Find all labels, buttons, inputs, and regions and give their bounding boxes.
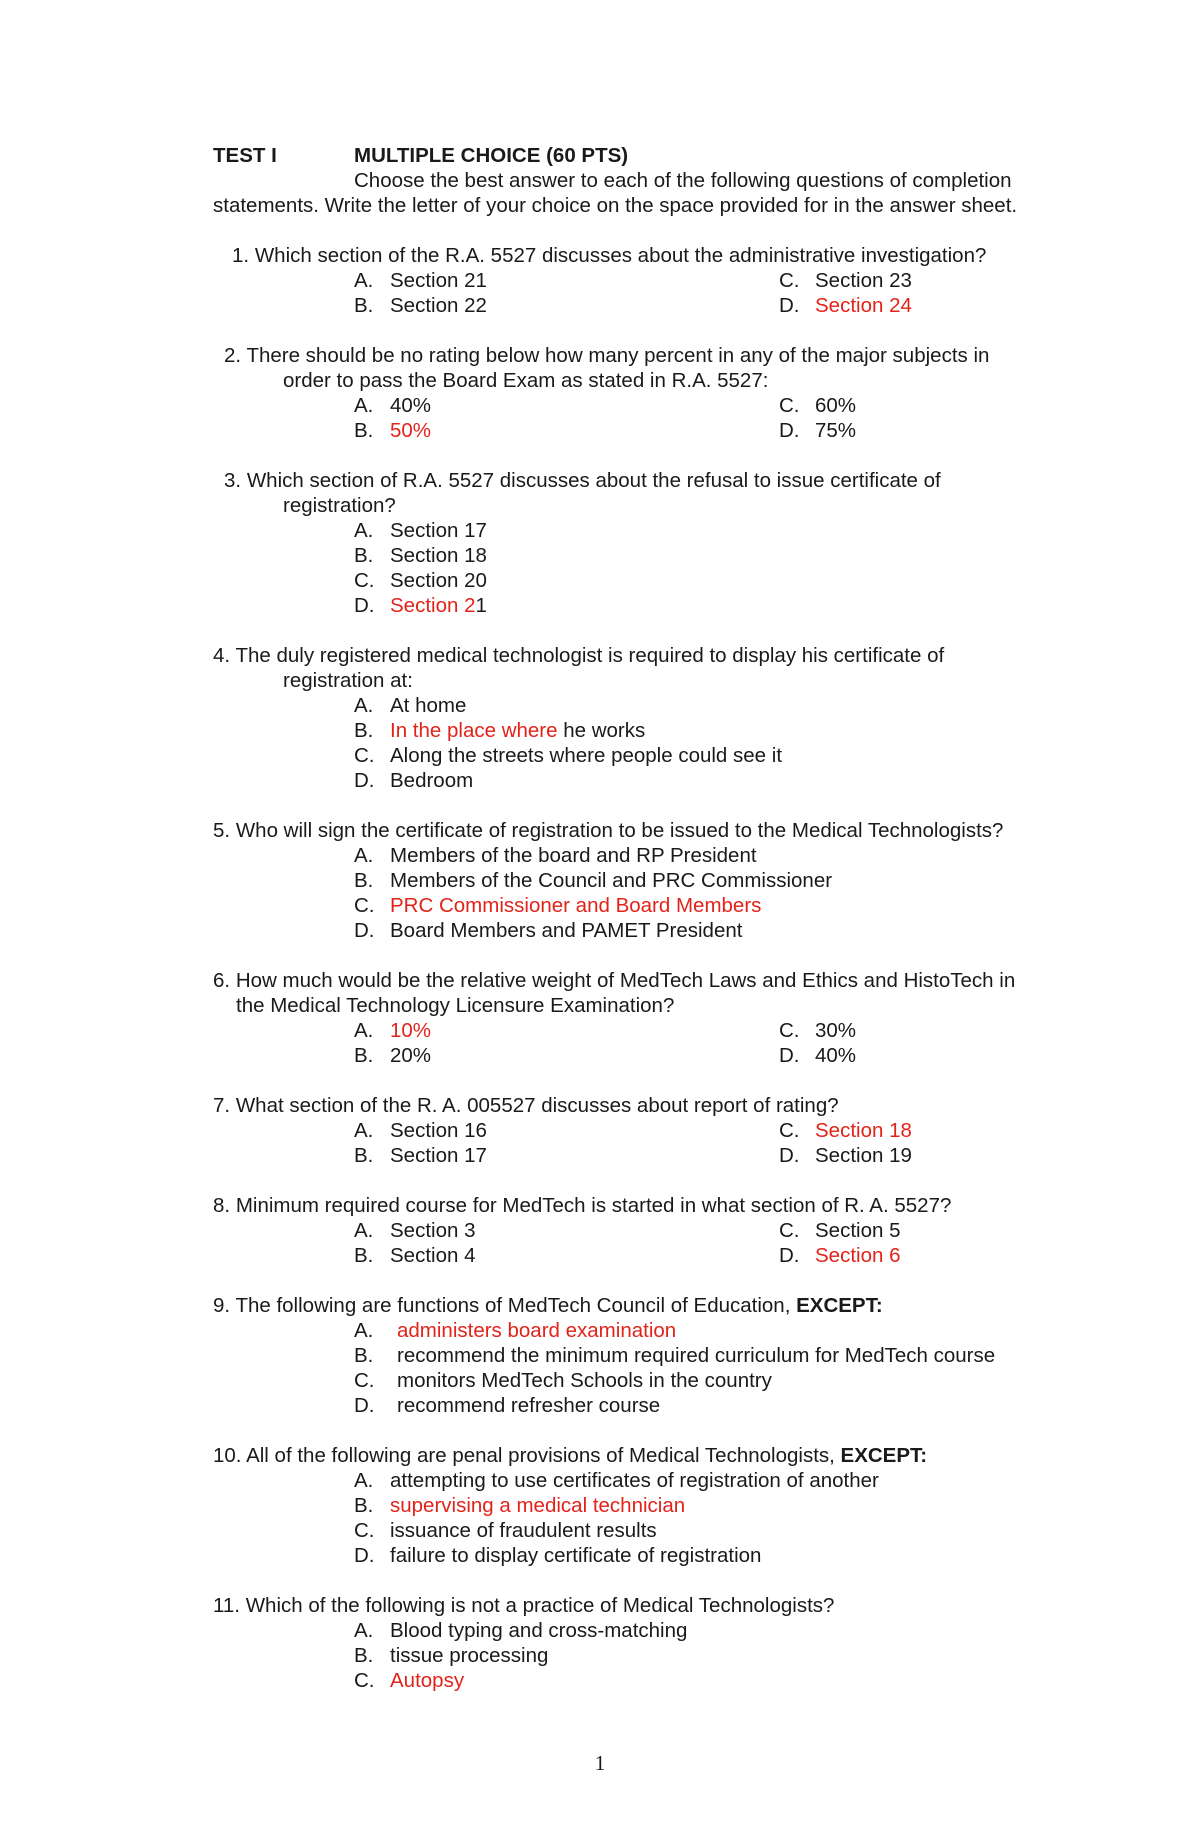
question-text: Who will sign the certificate of registration to be issued to the Medical Technologists?: [235, 819, 1004, 842]
option-a: A. Members of the board and RP President: [354, 844, 757, 867]
option-a: A. attempting to use certificates of registration of another: [354, 1469, 879, 1492]
question-number: 3.: [224, 469, 242, 492]
option-b: B. 20%: [354, 1044, 432, 1067]
question-3: [213, 468, 1073, 493]
question-number: 6.: [213, 969, 231, 992]
page-number: 1: [594, 1751, 606, 1775]
question-text: Which section of R.A. 5527 discusses about the refusal to issue certificate of: [246, 469, 941, 492]
option-b-answer: B. supervising a medical technician: [354, 1494, 686, 1517]
instruction-text: Choose the best answer to each of the following questions of completion: [354, 169, 1012, 192]
option-d: D. failure to display certificate of registration: [354, 1544, 762, 1567]
option-a: A. 40%: [354, 394, 432, 417]
question-4: [213, 643, 1073, 668]
question-number: 10.: [213, 1444, 242, 1467]
option-c-answer: C. Autopsy: [354, 1669, 465, 1692]
option-b: B. Members of the Council and PRC Commissioner: [354, 869, 833, 892]
question-text: registration at:: [283, 669, 413, 692]
options-row: [213, 1043, 1073, 1068]
question-2: [213, 343, 1073, 368]
instruction-line-2: [213, 193, 1073, 218]
question-text: What section of the R. A. 005527 discusses about report of rating?: [235, 1094, 839, 1117]
option-d: D. Section 19: [779, 1144, 912, 1167]
option-b: B. Section 17: [354, 1144, 487, 1167]
question-text: The following are functions of MedTech Council of Education,: [235, 1294, 797, 1317]
option-c: C. Along the streets where people could see it: [354, 744, 783, 767]
options-row: [213, 1143, 1073, 1168]
option-d: D. recommend refresher course: [354, 1394, 661, 1417]
option-b: B. recommend the minimum required curriculum for MedTech course: [354, 1344, 996, 1367]
question-number: 7.: [213, 1094, 231, 1117]
question-text: registration?: [283, 494, 396, 517]
option-b: B. tissue processing: [354, 1644, 549, 1667]
options-row: [213, 1243, 1073, 1268]
option-c: C. 60%: [779, 394, 857, 417]
options-row: [213, 393, 1073, 418]
option-c: C. monitors MedTech Schools in the country: [354, 1369, 772, 1392]
question-1: [213, 243, 1073, 268]
option-b-answer: B. 50%: [354, 419, 432, 442]
option-c: C. issuance of fraudulent results: [354, 1519, 657, 1542]
option-d-answer: D. Section 24: [779, 294, 912, 317]
question-8: [213, 1193, 1073, 1218]
options-row: [213, 418, 1073, 443]
option-c-answer: C. Section 18: [779, 1119, 912, 1142]
option-a: A. Section 16: [354, 1119, 487, 1142]
question-number: 4.: [213, 644, 231, 667]
option-b: B. Section 18: [354, 544, 487, 567]
question-text: There should be no rating below how many percent in any of the major subjects in: [246, 344, 990, 367]
option-d: D. Bedroom: [354, 769, 474, 792]
question-number: 5.: [213, 819, 231, 842]
option-a: A. Section 17: [354, 519, 487, 542]
option-a: A. At home: [354, 694, 467, 717]
except-label: EXCEPT:: [796, 1294, 883, 1317]
option-b-answer: B. In the place where he works: [354, 719, 646, 742]
option-d: D. 75%: [779, 419, 857, 442]
question-10: [213, 1443, 1073, 1468]
question-text: Which section of the R.A. 5527 discusses about the administrative investigation?: [254, 244, 987, 267]
question-text: Which of the following is not a practice of Medical Technologists?: [245, 1594, 835, 1617]
test-label: TEST I: [213, 144, 277, 167]
option-d-answer: D. Section 6: [779, 1244, 901, 1267]
except-label: EXCEPT:: [840, 1444, 928, 1467]
question-6: [213, 968, 1073, 993]
options-row: [213, 268, 1073, 293]
question-2-cont: [213, 368, 1073, 393]
question-4-cont: [213, 668, 1073, 693]
question-3-cont: [213, 493, 1073, 518]
option-a-answer: A. 10%: [354, 1019, 432, 1042]
option-a: A. Section 21: [354, 269, 487, 292]
question-number: 8.: [213, 1194, 231, 1217]
option-c-answer: C. PRC Commissioner and Board Members: [354, 894, 762, 917]
question-6-cont: [213, 993, 1073, 1018]
option-d-answer: D. Section 21: [354, 594, 487, 617]
option-a: A. Section 3: [354, 1219, 476, 1242]
question-text: Minimum required course for MedTech is started in what section of R. A. 5527?: [235, 1194, 952, 1217]
question-text: The duly registered medical technologist is required to display his certificate of: [235, 644, 945, 667]
question-7: [213, 1093, 1073, 1118]
question-text: All of the following are penal provisions of Medical Technologists,: [246, 1444, 841, 1467]
option-d: D. Board Members and PAMET President: [354, 919, 743, 942]
instruction-line-1: [213, 168, 1073, 193]
question-number: 1.: [232, 244, 250, 267]
options-row: [213, 1218, 1073, 1243]
test-title: MULTIPLE CHOICE (60 PTS): [354, 144, 629, 167]
option-b: B. Section 22: [354, 294, 487, 317]
question-text: order to pass the Board Exam as stated in R.A. 5527:: [283, 369, 769, 392]
option-d: D. 40%: [779, 1044, 857, 1067]
options-row: [213, 1118, 1073, 1143]
options-row: [213, 1018, 1073, 1043]
instruction-text: statements. Write the letter of your choice on the space provided for in the answer sheet.: [213, 194, 1018, 217]
option-b: B. Section 4: [354, 1244, 476, 1267]
question-9: [213, 1293, 1073, 1318]
option-c: C. Section 5: [779, 1219, 901, 1242]
option-c: C. Section 20: [354, 569, 487, 592]
question-text: How much would be the relative weight of MedTech Laws and Ethics and HistoTech in: [235, 969, 1016, 992]
options-row: [213, 293, 1073, 318]
option-a-answer: A. administers board examination: [354, 1319, 677, 1342]
exam-body: [213, 143, 1073, 1693]
question-text: the Medical Technology Licensure Examination?: [236, 994, 675, 1017]
question-11: [213, 1593, 1073, 1618]
question-5: [213, 818, 1073, 843]
question-number: 2.: [224, 344, 242, 367]
question-number: 11.: [213, 1594, 240, 1617]
option-a: A. Blood typing and cross-matching: [354, 1619, 688, 1642]
test-header: [213, 143, 1073, 168]
question-number: 9.: [213, 1294, 231, 1317]
option-c: C. Section 23: [779, 269, 912, 292]
option-c: C. 30%: [779, 1019, 857, 1042]
